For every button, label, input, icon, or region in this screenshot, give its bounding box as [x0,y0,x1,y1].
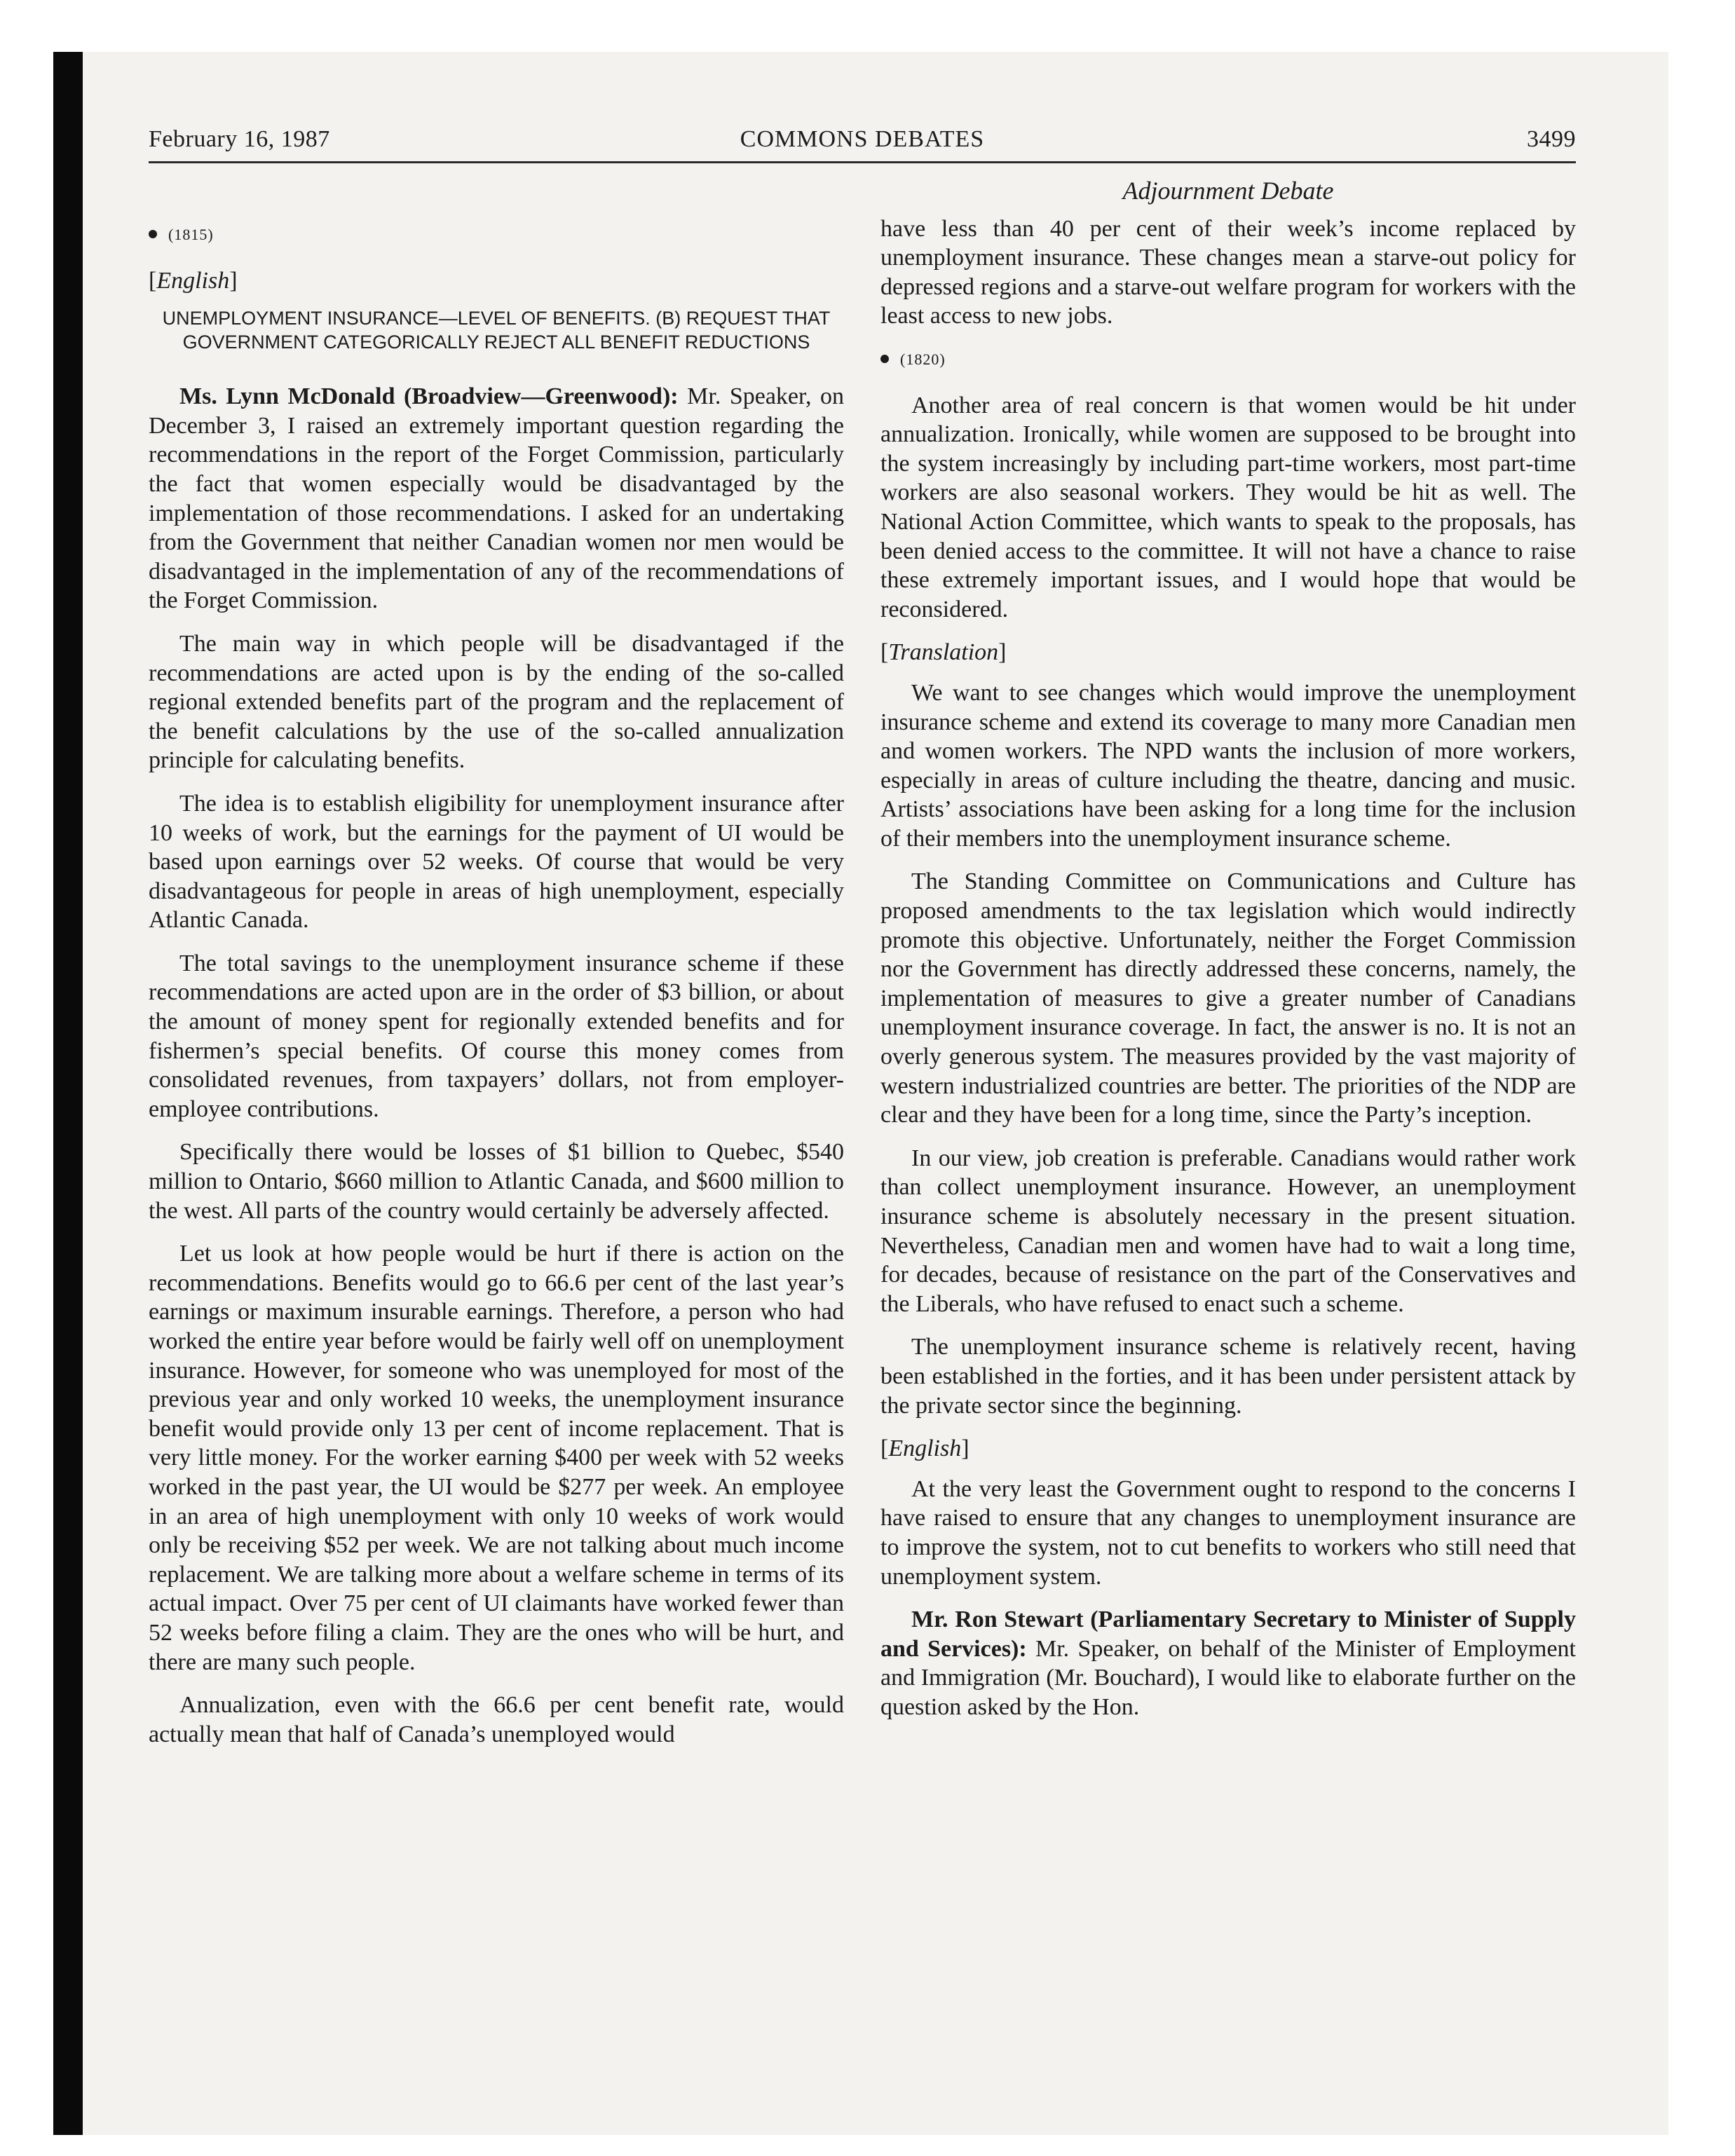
speaker-name: Ms. Lynn McDonald (Broadview—Greenwood): [179,383,679,410]
section-title: Adjournment Debate [1122,177,1334,205]
language-tag: [English] [149,267,238,294]
paragraph: The main way in which people will be disadvantaged if the recommendations are acted upon is by the ending of the so-called regional extended benefits part of the program and the replacement of the benefit calculations by the use of the so-called annualization principle for calculating benefits. [149,630,844,774]
paragraph-text: Mr. Speaker, on behalf of the Minister of Employment and Immigration (Mr. Bouchard), I would like to elaborate further on the question asked by the Hon. [880,1635,1577,1720]
paragraph: The total savings to the unemployment insurance scheme if these recommendations are acted upon are in the order of $3 billion, or about the amount of money spent for regionally extended benefits and for fishermen’s special benefits. Of course this money comes from consolidated revenues, from taxpayers’ dollars, not from employer-employee contributions. [149,950,844,1122]
paragraph: The idea is to establish eligibility for unemployment insurance after 10 weeks of work, but the earnings for the payment of UI would be based upon earnings over 52 weeks. Of course that would be very disadvantageous for people in areas of high unemployment, especially Atlantic Canada. [149,790,844,934]
header-date: February 16, 1987 [149,126,330,152]
scan-edge-shadow [53,52,83,2135]
time-marker [880,345,1576,374]
paragraph: The unemployment insurance scheme is relatively recent, having been established in the forties, and it has been under persistent attack by the private sector since the beginning. [880,1334,1576,1419]
bullet-icon [149,230,157,238]
paragraph-text: Mr. Speaker, on December 3, I raised an extremely important question regarding the recommendations in the report of the Forget Commission, particularly the fact that women especially would be disadvantaged by the implementation of those recommendations. I asked for an undertaking from the Government that neither Canadian women nor men would be disadvantaged in the implementation of any of the recommendations of the Forget Commission. [149,383,845,614]
language-tag: [English] [880,1435,969,1462]
running-head [149,126,1576,163]
paragraph: The Standing Committee on Communications and Culture has proposed amendments to the tax legislation which would indirectly promote this objective. Unfortunately, neither the Forget Commission nor the Government has directly addressed these concerns, namely, the implementation of measures to give a greater number of Canadians unemployment insurance coverage. In fact, the answer is no. It is not an overly generous system. The measures provided by the vast majority of western industrialized countries are better. The priorities of the NDP are clear and they have been for a long time, since the Party’s inception. [880,868,1576,1128]
time-marker-text: (1820) [900,350,946,368]
header-rule [149,161,1576,163]
language-tag-text: Translation [888,639,999,666]
paragraph: have less than 40 per cent of their week’s income replaced by unemployment insurance. These changes mean a starve-out policy for depressed regions and a starve-out welfare program for workers with the least access to new jobs. [880,215,1576,329]
time-marker [149,220,844,250]
time-marker-text: (1815) [168,226,214,243]
page-number: 3499 [1527,126,1576,152]
bullet-icon [880,355,889,363]
paragraph: Let us look at how people would be hurt if there is action on the recommendations. Benefits would go to 66.6 per cent of the last year’s earnings or maximum insurable earnings. Therefore, a person who had worked the entire year before would be fairly well off on unemployment insurance. However, for someone who was unemployed for most of the previous year and only worked 10 weeks, the unemployment insurance benefit would provide only 13 per cent of income replacement. That is very little money. For the worker earning $400 per week with 52 weeks worked in the past year, the UI would be $277 per week. An employee in an area of high unemployment with only 10 weeks of work would only be receiving $52 per week. We are not talking about much income replacement. We are talking more about a welfare scheme in terms of its actual impact. Over 75 per cent of UI claimants have worked fewer than 52 weeks before filing a claim. They are the ones who will be hurt, and there are many such people. [149,1241,844,1675]
paragraph [880,1605,1576,1721]
paragraph: In our view, job creation is preferable. Canadians would rather work than collect unemployment insurance. However, an unemployment insurance scheme is absolutely necessary in the present situation. Nevertheless, Canadian men and women have had to wait a long time, for decades, because of resistance on the part of the Conservatives and the Liberals, who have refused to enact such a scheme. [880,1145,1576,1317]
paragraph: We want to see changes which would improve the unemployment insurance scheme and extend its coverage to many more Canadian men and women workers. The NPD wants the inclusion of more workers, especially in areas of culture including the theatre, dancing and music. Artists’ associations have been asking for a long time for the inclusion of their members into the unemployment insurance scheme. [880,679,1576,852]
language-tag: [Translation] [880,639,1007,666]
paragraph [149,382,844,615]
language-tag-text: English [888,1435,962,1462]
paragraph: At the very least the Government ought to respond to the concerns I have raised to ensure that any changes to unemployment insurance are to improve the system, not to cut benefits to workers who still need that unemployment system. [880,1475,1576,1590]
paragraph: Another area of real concern is that women would be hit under annualization. Ironically, while women are supposed to be brought into the system increasingly by including part-time workers, most part-time workers are also seasonal workers. They would be hit as well. The National Action Committee, which wants to speak to the proposals, has been denied access to the committee. It will not have a chance to raise these extremely important issues, and I would hope that would be reconsidered. [880,392,1576,622]
paragraph: Annualization, even with the 66.6 per cent benefit rate, would actually mean that half of Canada’s unemployed would [149,1692,844,1747]
publication-title: COMMONS DEBATES [740,126,985,152]
right-column [880,177,1576,1736]
speaker-name: Mr. Ron Stewart (Parliamentary Secretary to Minister of Supply and Services): [880,1606,1576,1662]
debate-heading: UNEMPLOYMENT INSURANCE—LEVEL OF BENEFITS. (B) REQUEST THAT GOVERNMENT CATEGORICALLY REJECT ALL BENEFIT REDUCTIONS [162,308,831,353]
left-column [149,177,844,1763]
paragraph: Specifically there would be losses of $1 billion to Quebec, $540 million to Ontario, $660 million to Atlantic Canada, and $600 million to the west. All parts of the country would certainly be adversely affected. [149,1139,844,1224]
language-tag-text: English [156,267,230,294]
